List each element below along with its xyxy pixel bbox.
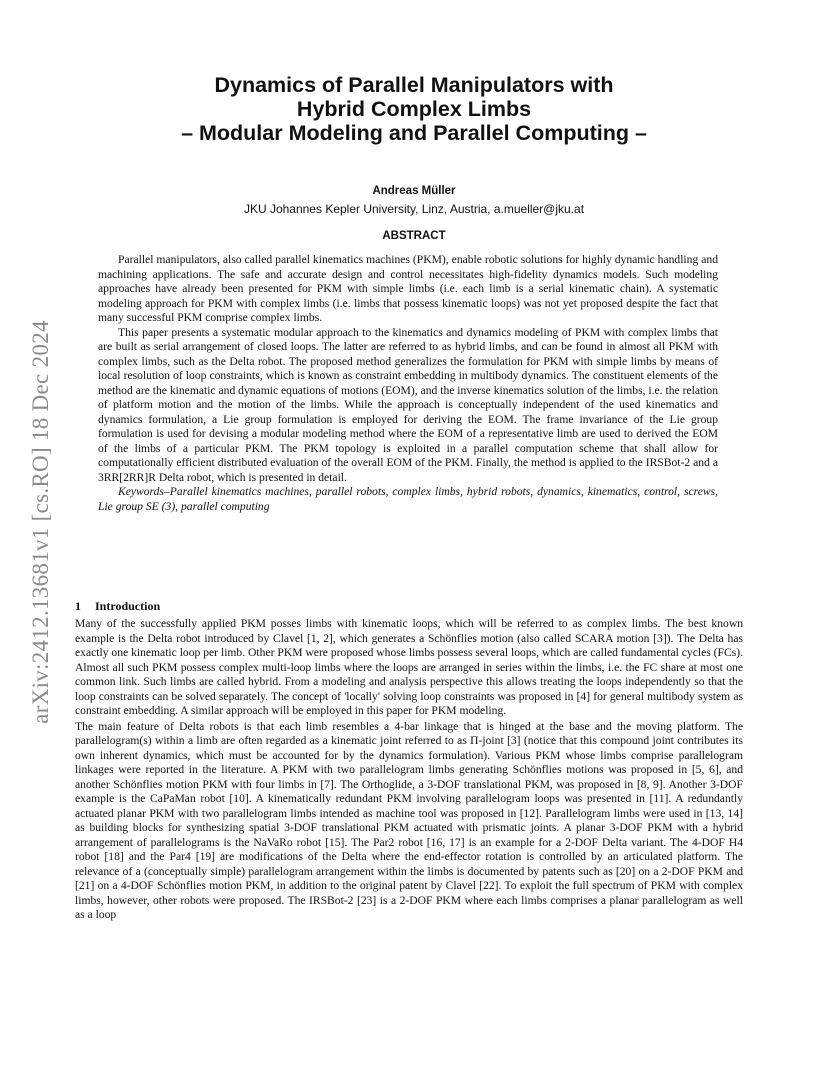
intro-paragraph-1: Many of the successfully applied PKM posses limbs with kinematic loops, which will be referred to as complex limbs. The best known example is the Delta robot introduced by Clavel [1, 2], which generates a Schönflies motion (also called SCARA motion [3]). The Delta has exactly one kinematic loop per limb. Other PKM were proposed whose limbs possess several loops, which are called fundamental cycles (FCs). Almost all such PKM possess complex multi-loop limbs where the loops are arranged in series within the limbs, i.e. the FC share at most one common link. Such limbs are called hybrid. From a modeling and analysis perspective this allows treating the loops independently so that the loop constraints can be solved separately. The concept of 'locally' solving loop constraints was proposed in [4] for general multibody system as constraint embedding. A similar approach will be employed in this paper for PKM modeling. <box>75 617 743 717</box>
section-heading-introduction <box>75 599 160 614</box>
intro-paragraph-2: The main feature of Delta robots is that each limb resembles a 4-bar linkage that is hinged at the base and the moving platform. The parallelogram(s) within a limb are often regarded as a kinematic joint referred to as Π-joint [3] (notice that this compound joint contributes its own inherent dynamics, which must be accounted for by the dynamics formulation). Various PKM whose limbs comprise parallelogram linkages were reported in the literature. A PKM with two parallelogram limbs generating Schönflies motions was proposed in [5, 6], and another Schönflies motion PKM with four limbs in [7]. The Orthoglide, a 3-DOF translational PKM, was proposed in [8, 9]. Another 3-DOF example is the CaPaMan robot [10]. A kinematically redundant PKM involving parallelogram loops was presented in [11]. A redundantly actuated planar PKM with two parallelogram limbs intended as machine tool was proposed in [12]. Parallelogram limbs were used in [13, 14] as building blocks for synthesizing spatial 3-DOF translational PKM actuated with prismatic joints. A planar 3-DOF PKM with a hybrid arrangement of parallelograms is the NaVaRo robot [15]. The Par2 robot [16, 17] is an example for a 2-DOF Delta variant. The 4-DOF H4 robot [18] and the Par4 [19] are modifications of the Delta where the end-effector rotation is controlled by an articulated platform. The relevance of a (conceptually simple) parallelogram arrangement within the limbs is documented by patents such as [20] on a 2-DOF PKM and [21] on a 4-DOF Schönflies motion PKM, in addition to the original patent by Clavel [22]. To exploit the full spectrum of PKM with complex limbs, however, other robots were proposed. The IRSBot-2 [23] is a 2-DOF PKM where each limbs comprises a planar parallelogram as well as a loop <box>75 719 743 921</box>
arxiv-identifier: arXiv:2412.13681v1 [cs.RO] 18 Dec 2024 <box>28 320 53 724</box>
arxiv-sidebar <box>24 285 58 760</box>
keywords: Keywords–Parallel kinematics machines, parallel robots, complex limbs, hybrid robots, dynamics, kinematics, control, screws, Lie group SE (3), parallel computing <box>98 485 718 513</box>
abstract-body <box>98 253 718 514</box>
abstract-paragraph-2: This paper presents a systematic modular approach to the kinematics and dynamics modeling of PKM with complex limbs that are built as serial arrangement of closed loops. The latter are referred to as hybrid limbs, and can be found in almost all PKM with complex limbs, such as the Delta robot. The proposed method generalizes the formulation for PKM with simple limbs by means of local resolution of loop constraints, which is known as constraint embedding in multibody dynamics. The constituent elements of the method are the kinematic and dynamic equations of motions (EOM), and the inverse kinematics solution of the limbs, i.e. the relation of platform motion and the motion of the limbs. While the approach is conceptually independent of the used kinematics and dynamics formulation, a Lie group formulation is employed for deriving the EOM. The frame invariance of the Lie group formulation is used for devising a modular modeling method where the EOM of a representative limb are used to derived the EOM of the limbs of a particular PKM. The PKM topology is exploited in a parallel computation scheme that shall allow for computationally efficient distributed evaluation of the overall EOM of the PKM. Finally, the method is applied to the IRSBot-2 and a 3RR[2RR]R Delta robot, which is presented in detail. <box>98 325 718 484</box>
abstract-paragraph-1: Parallel manipulators, also called parallel kinematics machines (PKM), enable robotic solutions for highly dynamic handling and machining applications. The safe and accurate design and control necessitates high-fidelity dynamics models. Such modeling approaches have already been presented for PKM with simple limbs (i.e. each limb is a serial kinematic chain). A systematic modeling approach for PKM with complex limbs (i.e. limbs that possess kinematic loops) was not yet proposed despite the fact that many successful PKM comprise complex limbs. <box>98 253 718 324</box>
author-name: Andreas Müller <box>372 185 456 197</box>
paper-title <box>0 73 828 145</box>
title-line-2: Hybrid Complex Limbs <box>296 97 532 121</box>
title-line-1: Dynamics of Parallel Manipulators with <box>214 73 614 97</box>
author-affiliation: JKU Johannes Kepler University, Linz, Austria, a.mueller@jku.at <box>243 202 585 216</box>
title-line-3: – Modular Modeling and Parallel Computing – <box>181 121 647 145</box>
section-title: Introduction <box>95 599 161 613</box>
introduction-body <box>75 617 743 924</box>
abstract-heading: ABSTRACT <box>382 230 446 242</box>
section-number: 1 <box>75 599 81 613</box>
